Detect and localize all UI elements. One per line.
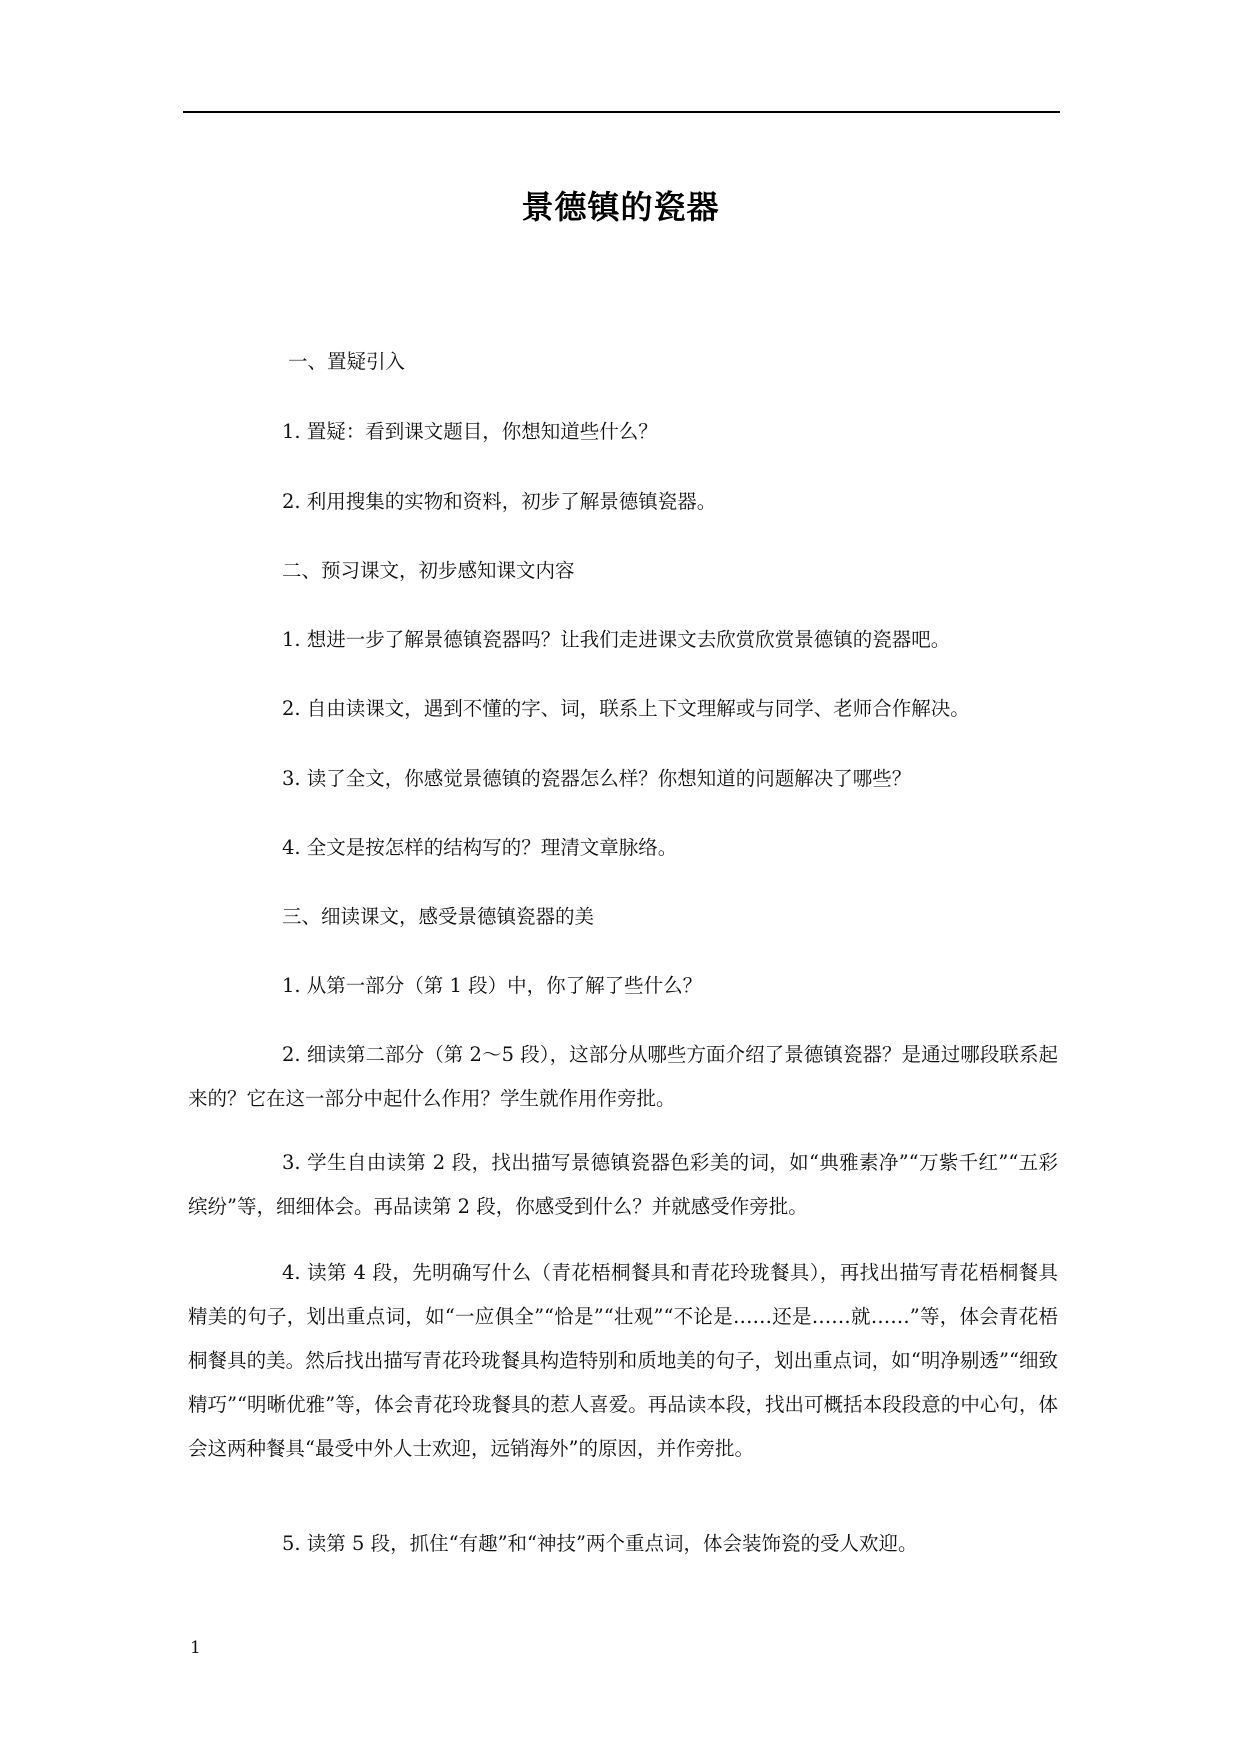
list-item-2-4: 4. 全文是按怎样的结构写的？理清文章脉络。	[282, 836, 678, 859]
section-heading-2: 二、预习课文，初步感知课文内容	[282, 559, 575, 582]
section-heading-1: 一、置疑引入	[288, 350, 406, 373]
paragraph-3-4: 4. 读第 4 段，先明确写什么（青花梧桐餐具和青花玲珑餐具），再找出描写青花梧桐餐具精美的句子，划出重点词，如“一应俱全”“恰是”“壮观”“不论是……还是……就……”等，体会青花梧桐餐具的美。然后找出描写青花玲珑餐具构造特别和质地美的句子，划出重点词，如“明净剔透”“细致精巧”“明晰优雅”等，体会青花玲珑餐具的惹人喜爱。再品读本段，找出可概括本段段意的中心句，体会这两种餐具“最受中外人士欢迎，远销海外”的原因，并作旁批。	[188, 1261, 1058, 1460]
list-item-2-1: 1. 想进一步了解景德镇瓷器吗？让我们走进课文去欣赏欣赏景德镇的瓷器吧。	[282, 628, 951, 651]
list-item-3-1: 1. 从第一部分（第 1 段）中，你了解了些什么？	[282, 974, 703, 997]
document-title: 景德镇的瓷器	[521, 188, 720, 226]
list-item-1-1: 1. 置疑：看到课文题目，你想知道些什么？	[282, 420, 658, 443]
list-item-2-2: 2. 自由读课文，遇到不懂的字、词，联系上下文理解或与同学、老师合作解决。	[282, 697, 970, 720]
list-item-1-2: 2. 利用搜集的实物和资料，初步了解景德镇瓷器。	[282, 490, 717, 513]
section-heading-3: 三、细读课文，感受景德镇瓷器的美	[282, 905, 595, 928]
list-item-2-3: 3. 读了全文，你感觉景德镇的瓷器怎么样？你想知道的问题解决了哪些？	[282, 767, 912, 790]
paragraph-3-2: 2. 细读第二部分（第 2～5 段），这部分从哪些方面介绍了景德镇瓷器？是通过哪段联系起来的？它在这一部分中起什么作用？学生就作用作旁批。	[188, 1043, 1058, 1110]
list-item-3-5: 5. 读第 5 段，抓住“有趣”和“神技”两个重点词，体会装饰瓷的受人欢迎。	[282, 1532, 918, 1555]
header-rule	[183, 111, 1060, 113]
page-number: 1	[190, 1638, 201, 1658]
paragraph-3-3: 3. 学生自由读第 2 段，找出描写景德镇瓷器色彩美的词，如“典雅素净”“万紫千红”“五彩缤纷”等，细细体会。再品读第 2 段，你感受到什么？并就感受作旁批。	[188, 1151, 1058, 1218]
